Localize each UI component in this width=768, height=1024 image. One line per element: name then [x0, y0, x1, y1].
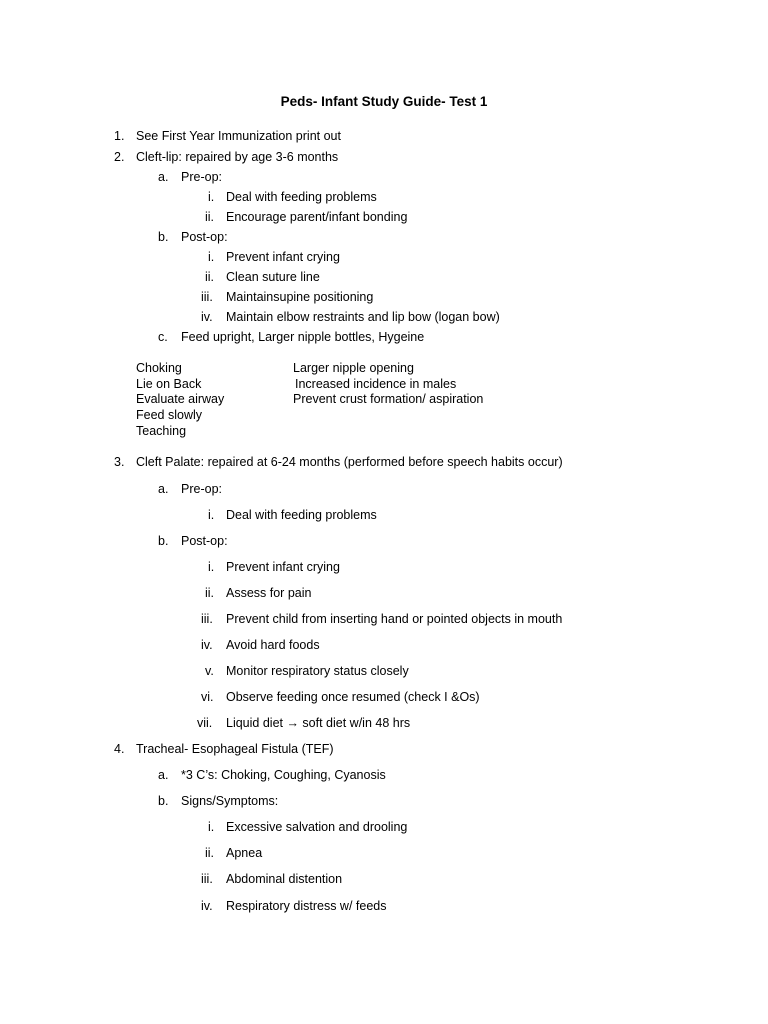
list-item: Deal with feeding problems [226, 508, 377, 522]
list-item: Tracheal- Esophageal Fistula (TEF) [136, 742, 334, 756]
list-letter: a. [158, 482, 169, 496]
list-letter: a. [158, 170, 169, 184]
list-roman: i. [208, 250, 215, 264]
list-roman: iv. [201, 638, 213, 652]
note-right: Larger nipple opening [293, 361, 414, 375]
list-item: Prevent infant crying [226, 250, 340, 264]
list-letter: b. [158, 230, 169, 244]
list-item: Deal with feeding problems [226, 190, 377, 204]
list-roman: i. [208, 560, 215, 574]
note-left: Evaluate airway [136, 392, 225, 406]
list-item: Pre-op: [181, 482, 222, 496]
list-item: Abdominal distention [226, 872, 343, 886]
list-item: Prevent infant crying [226, 560, 340, 574]
list-number: 2. [114, 150, 125, 164]
list-item: Prevent child from inserting hand or pointed objects in mouth [226, 612, 563, 626]
list-item: *3 C’s: Choking, Coughing, Cyanosis [181, 768, 386, 782]
note-right: Prevent crust formation/ aspiration [293, 392, 484, 406]
list-item: Clean suture line [226, 270, 320, 284]
list-item: Excessive salvation and drooling [226, 820, 408, 834]
list-item: Signs/Symptoms: [181, 794, 279, 808]
list-roman: iv. [201, 899, 213, 913]
list-item: Cleft Palate: repaired at 6-24 months (performed before speech habits occur) [136, 455, 563, 469]
list-item: Respiratory distress w/ feeds [226, 899, 387, 913]
list-letter: b. [158, 794, 169, 808]
list-item: Post-op: [181, 534, 228, 548]
note-left: Feed slowly [136, 408, 202, 422]
list-number: 4. [114, 742, 125, 756]
list-item: Cleft-lip: repaired by age 3-6 months [136, 150, 339, 164]
list-roman: i. [208, 508, 215, 522]
list-number: 3. [114, 455, 125, 469]
list-letter: a. [158, 768, 169, 782]
list-roman: vi. [201, 690, 214, 704]
list-roman: ii. [205, 586, 215, 600]
list-roman: iii. [201, 872, 213, 886]
list-item: Assess for pain [226, 586, 312, 600]
document-title: Peds- Infant Study Guide- Test 1 [280, 94, 488, 109]
list-item: Maintain elbow restraints and lip bow (logan bow) [226, 310, 500, 324]
list-item: Maintainsupine positioning [226, 290, 374, 304]
list-roman: ii. [205, 270, 215, 284]
list-item: Observe feeding once resumed (check I &Os) [226, 690, 480, 704]
list-roman: i. [208, 190, 215, 204]
list-item: Post-op: [181, 230, 228, 244]
list-item: Encourage parent/infant bonding [226, 210, 408, 224]
list-letter: c. [158, 330, 168, 344]
list-item: Monitor respiratory status closely [226, 664, 409, 678]
list-letter: b. [158, 534, 169, 548]
list-roman: i. [208, 820, 215, 834]
list-item: See First Year Immunization print out [136, 129, 341, 143]
list-item: Apnea [226, 846, 263, 860]
list-roman: iii. [201, 290, 213, 304]
list-item: Avoid hard foods [226, 638, 320, 652]
note-left: Lie on Back [136, 377, 202, 391]
list-roman: ii. [205, 846, 215, 860]
list-roman: ii. [205, 210, 215, 224]
note-left: Choking [136, 361, 182, 375]
list-item: Pre-op: [181, 170, 222, 184]
list-roman: iii. [201, 612, 213, 626]
list-item: Feed upright, Larger nipple bottles, Hygeine [181, 330, 425, 344]
list-roman: vii. [197, 716, 213, 730]
list-item: Liquid diet → soft diet w/in 48 hrs [226, 716, 411, 730]
note-left: Teaching [136, 424, 187, 438]
list-roman: v. [205, 664, 214, 678]
list-number: 1. [114, 129, 125, 143]
note-right: Increased incidence in males [295, 377, 457, 391]
list-roman: iv. [201, 310, 213, 324]
